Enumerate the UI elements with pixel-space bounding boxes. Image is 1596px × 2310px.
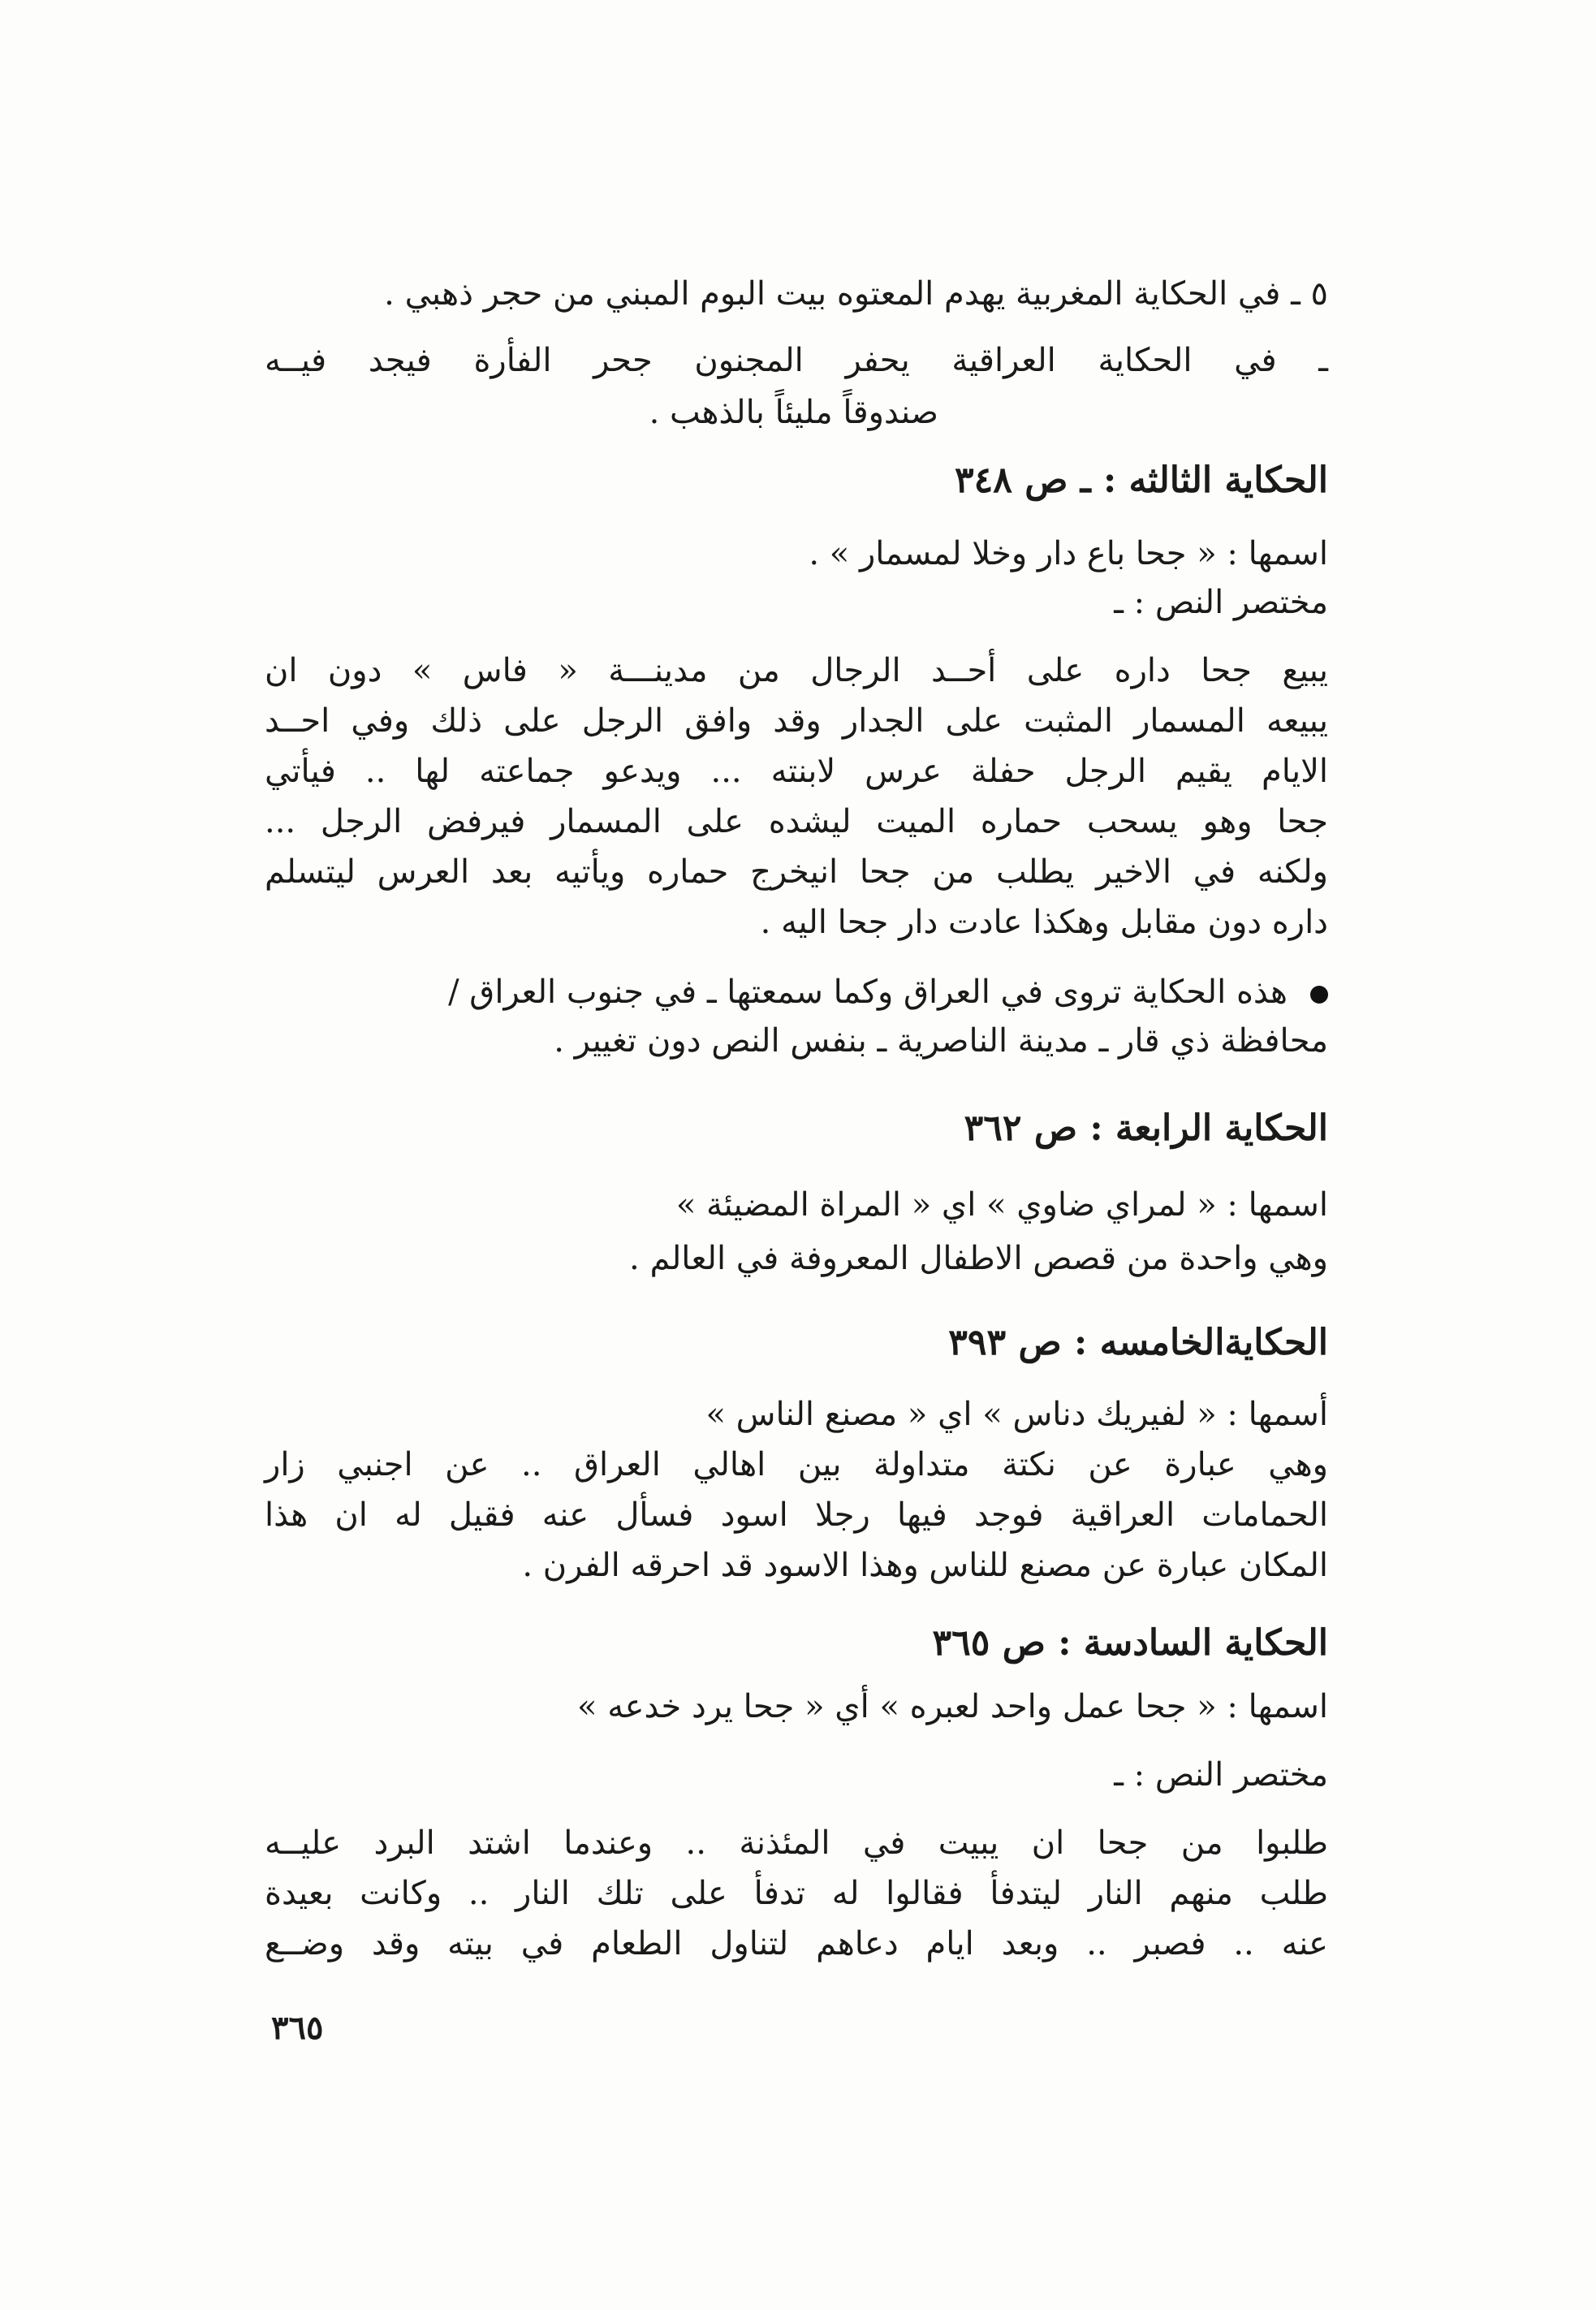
text-line: يبيعه المسمار المثبت على الجدار وقد وافق الرجل على ذلك وفي احــد [265, 702, 1328, 740]
text-line: الحمامات العراقية فوجد فيها رجلا اسود فسأل عنه فقيل له ان هذا [265, 1496, 1328, 1534]
text-line: وهي عبارة عن نكتة متداولة بين اهالي العراق .. عن اجنبي زار [265, 1446, 1328, 1483]
text-line: أسمها : « لفيريك دناس » اي « مصنع الناس » [705, 1396, 1328, 1433]
text-line: مختصر النص : ـ [1114, 584, 1328, 621]
text-line: هذه الحكاية تروى في العراق وكما سمعتها ـ في جنوب العراق / [448, 974, 1288, 1011]
text-line: صندوقاً مليئاً بالذهب . [649, 394, 938, 431]
text-line: طلبوا من جحا ان يبيت في المئذنة .. وعندما اشتد البرد عليــه [265, 1824, 1328, 1862]
text-line: الايام يقيم الرجل حفلة عرس لابنته ... ويدعو جماعته لها .. فيأتي [265, 753, 1328, 790]
text-line: اسمها : « جحا عمل واحد لعبره » أي « جحا يرد خدعه » [577, 1688, 1328, 1725]
text-line: جحا وهو يسحب حماره الميت ليشده على المسمار فيرفض الرجل ... [265, 803, 1328, 840]
text-line: داره دون مقابل وهكذا عادت دار جحا اليه . [760, 904, 1328, 941]
text-line: محافظة ذي قار ـ مدينة الناصرية ـ بنفس النص دون تغيير . [554, 1022, 1328, 1060]
text-line: ـ في الحكاية العراقية يحفر المجنون جحر الفأرة فيجد فيــه [265, 342, 1328, 379]
text-line: اسمها : « جحا باع دار وخلا لمسمار » . [809, 535, 1328, 572]
text-line: عنه .. فصبر .. وبعد ايام دعاهم لتناول الطعام في بيته وقد وضــع [265, 1925, 1328, 1962]
text-line: طلب منهم النار ليتدفأ فقالوا له تدفأ على تلك النار .. وكانت بعيدة [265, 1875, 1328, 1912]
text-line: اسمها : « لمراي ضاوي » اي « المراة المضيئة » [675, 1186, 1328, 1224]
section-heading: الحكاية الثالثه : ـ ص ٣٤٨ [955, 460, 1328, 501]
text-line: وهي واحدة من قصص الاطفال المعروفة في العالم . [629, 1240, 1328, 1277]
section-heading: الحكاية الرابعة : ص ٣٦٢ [964, 1108, 1328, 1149]
section-heading: الحكايةالخامسه : ص ٣٩٣ [948, 1322, 1328, 1363]
text-line: المكان عبارة عن مصنع للناس وهذا الاسود قد احرقه الفرن . [522, 1547, 1328, 1584]
page-number: ٣٦٥ [271, 2009, 324, 2047]
text-line: مختصر النص : ـ [1114, 1756, 1328, 1794]
text-line: ولكنه في الاخير يطلب من جحا انيخرج حماره ويأتيه بعد العرس ليتسلم [265, 853, 1328, 891]
text-line: ٥ ـ في الحكاية المغربية يهدم المعتوه بيت البوم المبني من حجر ذهبي . [384, 275, 1328, 313]
bullet-note [265, 971, 1328, 1013]
section-heading: الحكاية السادسة : ص ٣٦٥ [932, 1622, 1328, 1664]
bullet-icon [1310, 986, 1328, 1004]
text-line: يبيع جحا داره على أحــد الرجال من مدينـــة « فاس » دون ان [265, 652, 1328, 689]
